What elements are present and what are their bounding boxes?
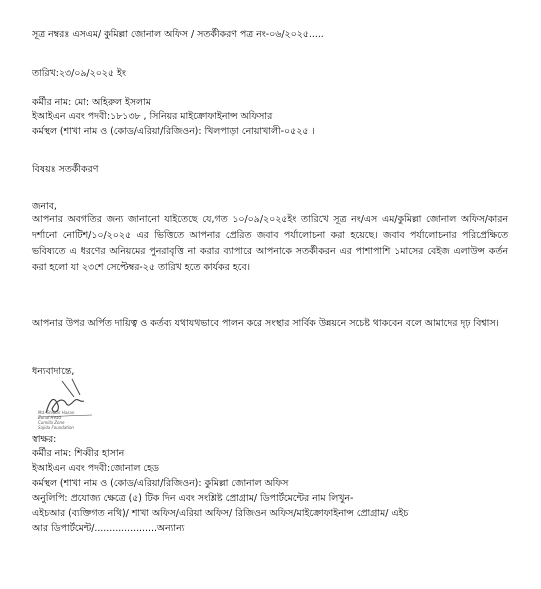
letter-date: তারিখ:২৩/০৯/২০২৫ ইং bbox=[32, 68, 126, 79]
signatory-name: কর্মীর নাম: শিব্বীর হাসান bbox=[32, 448, 125, 459]
signature-label: স্বাক্ষর: bbox=[32, 434, 57, 445]
signature-stamp bbox=[38, 410, 74, 430]
recipient-name: কর্মীর নাম: মো: অহিরুল ইসলাম bbox=[32, 97, 151, 108]
salutation: জনাব, bbox=[32, 201, 57, 212]
body-paragraph-1: আপনার অবগতির জন্য জানানো যাইতেছে যে,গত ১০/০৯/২০২৫ইং তারিখে সূত্র নং/এস এম/কুমিল্লা জোনাল অফিস/কারন দর্শানো নোটিশ/১০/২০২৫ এর ভিত্তিতে আপনার প্রেরিত জবাব পর্যালোচনা করা হয়েছে। জবাব পর্যালোচনার পরিপ্রেক্ষিতে ভবিষ্যতে এ ধরণের অনিয়মের পুনরাবৃত্তি না করার ব্যাপারে আপনাকে সতর্কীকরন এর পাশাপাশি ১মাসের বেইজ এলাউন্স কর্তন করা হলো যা ২৩শে সেপ্টেম্বর-২৫ তারিখ হতে কার্যকর হবে। bbox=[32, 214, 508, 273]
stamp-line: Sajida Foundation bbox=[38, 425, 74, 430]
closing: ধন্যবাদান্তে, bbox=[32, 366, 75, 377]
reference-number: সূত্র নম্বরঃ এসএম/ কুমিল্লা জোনাল অফিস / সতর্কীকরণ পত্র নং-০৬/২০২৫..... bbox=[32, 29, 324, 40]
recipient-workplace: কর্মস্থল (শাখা নাম ও (কোড/এরিয়া/রিজিওন): খিলপাড়া নোয়াখালী-০৫২৫ । bbox=[32, 126, 315, 137]
stamp-line: Md. Shibbir Hasan bbox=[38, 410, 75, 415]
subject-line: বিষয়ঃ সতর্কীকরণ bbox=[32, 164, 99, 175]
copy-instruction: অনুলিপি: প্রযোজ্য ক্ষেত্রে (৫) টিক দিন এবং সংশ্লিষ্ট প্রোগ্রাম/ ডিপার্টমেন্টের নাম লিখুন- bbox=[32, 493, 354, 504]
copy-recipients-line-2: আর ডিপার্টমেন্ট/.....................অন্যান্য bbox=[32, 523, 185, 534]
copy-recipients-line-1: এইচআর (ব্যক্তিগত নথি)/ শাখা অফিস/এরিয়া অফিস/ রিজিওন অফিস/মাইক্রোফাইনান্স প্রোগ্রাম/ এইচ bbox=[32, 508, 409, 519]
stamp-line: Zonal Head bbox=[38, 415, 62, 420]
stamp-line: Cumilla Zone bbox=[38, 420, 65, 425]
signatory-workplace: কর্মস্থল (শাখা নাম ও (কোড/এরিয়া/রিজিওন): কুমিল্লা জোনাল অফিস bbox=[32, 478, 289, 489]
signatory-id-designation: ইআইএন এবং পদবী:জোনাল হেড bbox=[32, 463, 159, 474]
body-paragraph-2: আপনার উপর অর্পিত দায়িত্ব ও কর্তব্য যথাযথভাবে পালন করে সংস্থার সার্বিক উন্নয়নে সচেষ্ট থাকবেন বলে আমাদের দৃঢ় বিশ্বাস। bbox=[32, 318, 499, 329]
recipient-id-designation: ইআইএন এবং পদবী:১৮১৩৮ , সিনিয়র মাইক্রোফাইনান্স অফিসার bbox=[32, 111, 273, 122]
